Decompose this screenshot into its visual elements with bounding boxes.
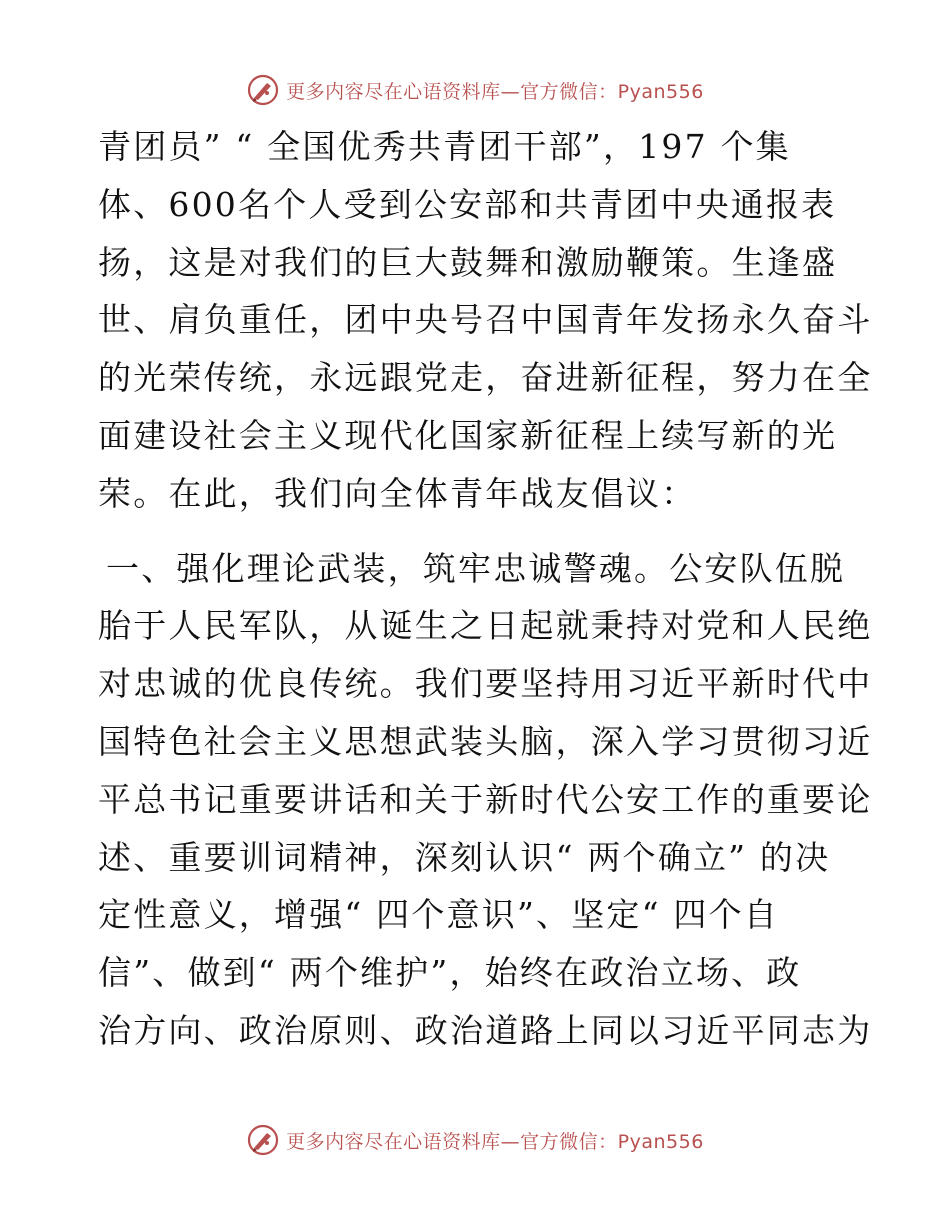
text-line: 平总书记重要讲话和关于新时代公安工作的重要论 (98, 779, 873, 819)
pen-logo-icon (246, 73, 280, 107)
paragraph-spacer (98, 523, 858, 540)
text-line: 的光荣传统，永远跟党走，奋进新征程，努力在全 (98, 358, 873, 398)
watermark-text: 更多内容尽在心语资料库—官方微信：Pyan556 (286, 1130, 704, 1153)
watermark-text: 更多内容尽在心语资料库—官方微信：Pyan556 (286, 80, 704, 103)
text-line: 治方向、政治原则、政治道路上同以习近平同志为 (98, 1010, 873, 1050)
text-line: 国特色社会主义思想武装头脑，深入学习贯彻习近 (98, 721, 873, 761)
text-line: 荣。在此，我们向全体青年战友倡议： (98, 473, 697, 513)
paragraph (98, 118, 873, 523)
text-line: 定性意义，增强“ 四个意识”、坚定“ 四个自 (98, 895, 779, 935)
text-line: 一、强化理论武装，筑牢忠诚警魂。公安队伍脱 (106, 548, 846, 588)
text-line: 面建设社会主义现代化国家新征程上续写新的光 (98, 415, 838, 455)
header-watermark (0, 70, 950, 110)
text-line: 扬，这是对我们的巨大鼓舞和激励鞭策。生逢盛 (98, 242, 838, 282)
text-line: 青团员” “ 全国优秀共青团干部”，197 个集 (98, 127, 791, 166)
text-line: 对忠诚的优良传统。我们要坚持用习近平新时代中 (98, 664, 873, 704)
text-line: 信”、做到“ 两个维护”，始终在政治立场、政 (98, 953, 802, 993)
paragraph (98, 540, 873, 1118)
text-line: 世、肩负重任，团中央号召中国青年发扬永久奋斗 (98, 300, 873, 340)
text-line: 体、600名个人受到公安部和共青团中央通报表 (98, 184, 837, 224)
text-line: 述、重要训词精神，深刻认识“ 两个确立” 的决 (98, 837, 831, 877)
text-line (98, 1060, 858, 1118)
pen-logo-icon (246, 1123, 280, 1157)
document-body (98, 118, 873, 1118)
footer-watermark (0, 1120, 950, 1160)
text-line: 胎于人民军队，从诞生之日起就秉持对党和人民绝 (98, 606, 873, 646)
